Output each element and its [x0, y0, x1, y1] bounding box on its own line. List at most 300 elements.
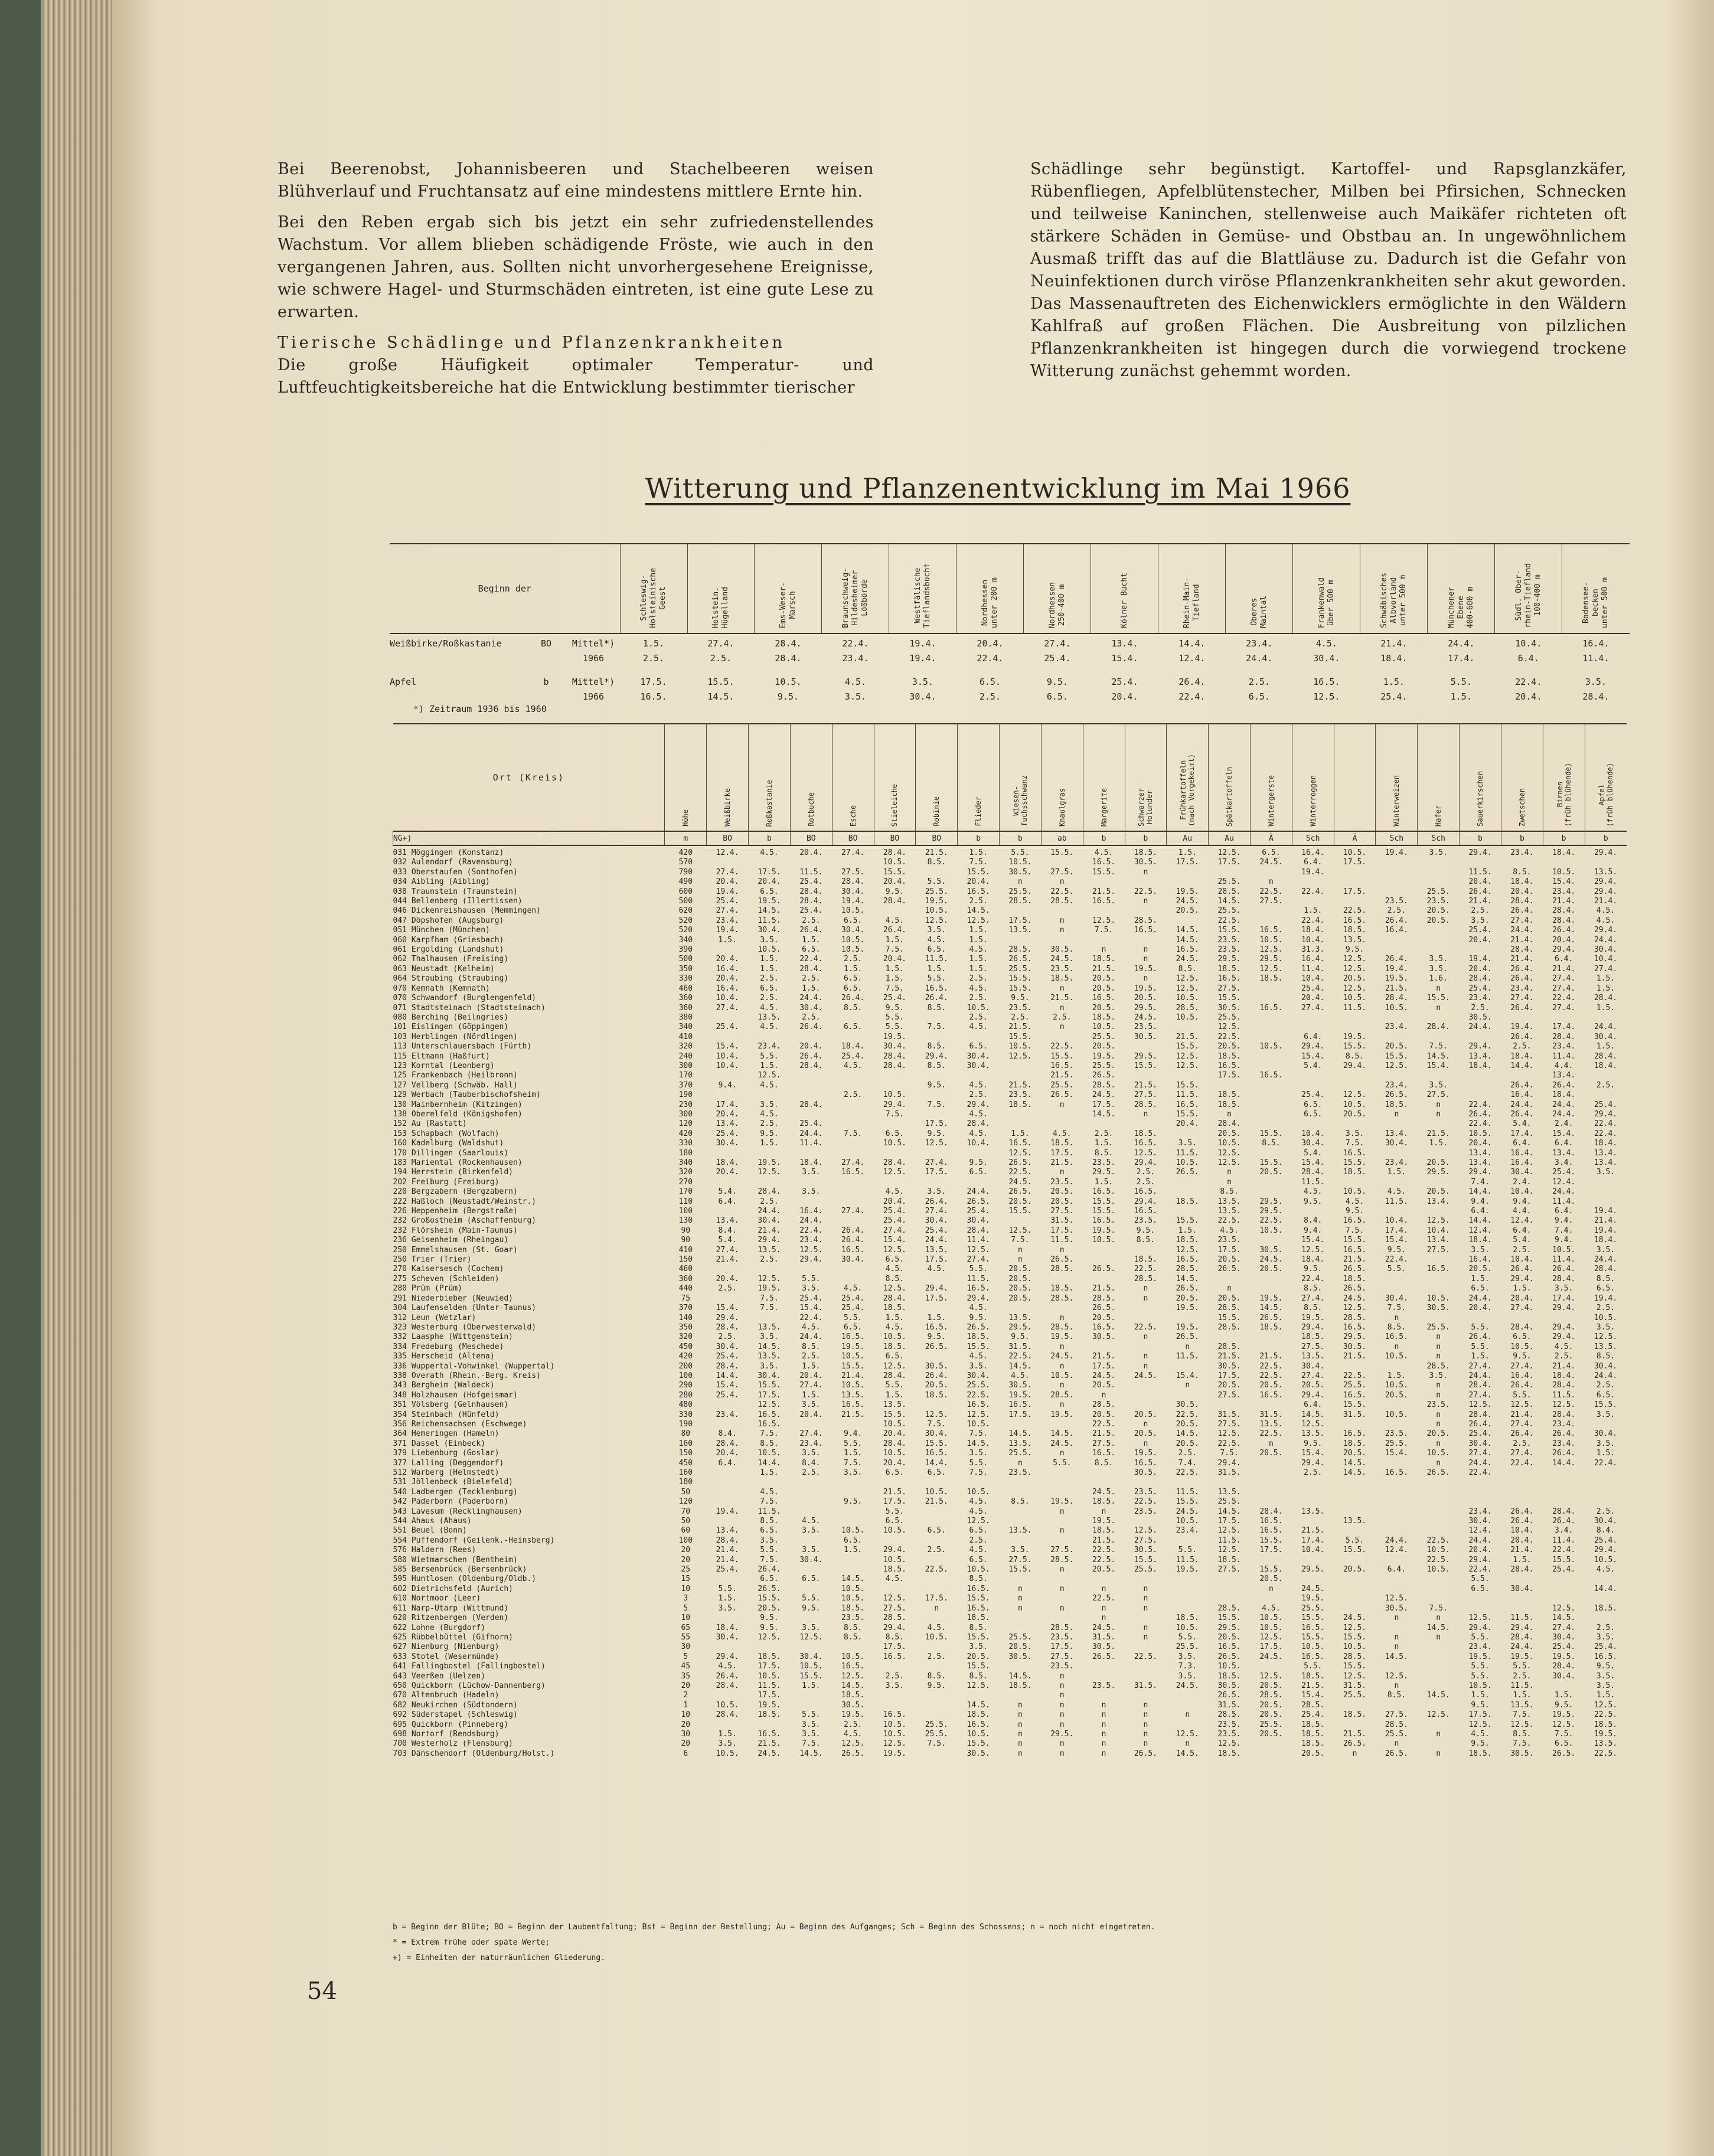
- station-value-cell: [1334, 1119, 1376, 1129]
- station-value-cell: [1501, 1478, 1543, 1487]
- station-value-cell: [1585, 1488, 1627, 1497]
- region-cell: 11.4.: [1582, 653, 1609, 664]
- station-value-cell: n: [1143, 1293, 1148, 1303]
- station-value-cell: 320: [678, 1168, 693, 1177]
- station-value-cell: 25.4.: [716, 1129, 739, 1138]
- station-value-cell: 27.4.: [925, 1207, 948, 1216]
- station-value-cell: 10.5.: [1259, 1623, 1283, 1632]
- station-value-cell: 10.5.: [1259, 1042, 1283, 1051]
- station-value-cell: [832, 1265, 874, 1274]
- station-value-cell: [874, 906, 916, 916]
- station-value-cell: [1543, 1497, 1585, 1507]
- region-cell: 30.4.: [909, 691, 936, 702]
- station-value-cell: 28.5.: [1217, 1342, 1241, 1351]
- station-name: Möggingen (Konstanz): [411, 848, 504, 857]
- station-value-cell: [1250, 1119, 1292, 1129]
- station-value-cell: 15.5.: [1008, 1565, 1032, 1574]
- station-value-cell: 20: [681, 1681, 691, 1690]
- ng-code: 113: [393, 1042, 407, 1051]
- station-value-cell: 2.5.: [885, 1671, 905, 1681]
- station-value-cell: [1041, 1110, 1083, 1119]
- station-value-cell: [1292, 1071, 1334, 1080]
- column-label: Margerite: [1099, 788, 1108, 827]
- station-value-cell: 16.5.: [1176, 1100, 1199, 1109]
- station-value-cell: [1543, 1013, 1585, 1023]
- station-value-cell: 16.5.: [1343, 1245, 1367, 1255]
- station-value-cell: 20.4.: [716, 877, 739, 887]
- station-value-cell: 6.5.: [802, 1574, 821, 1584]
- station-name-cell: [393, 1304, 665, 1313]
- region-column-header: [1562, 544, 1630, 633]
- station-value-cell: 28.5.: [1343, 1652, 1367, 1661]
- station-value-cell: [1460, 1033, 1501, 1042]
- station-value-cell: 1.5.: [843, 964, 863, 974]
- station-value-cell: n: [1101, 1507, 1106, 1516]
- station-value-cell: 23.5.: [1050, 1632, 1074, 1642]
- region-cell: b: [543, 677, 549, 687]
- station-value-cell: [1167, 1071, 1209, 1080]
- station-value-cell: 19.5.: [1134, 964, 1157, 974]
- station-value-cell: 4.5.: [1555, 1342, 1573, 1351]
- ng-code: 625: [393, 1632, 407, 1642]
- station-value-cell: [1418, 1255, 1460, 1265]
- station-value-cell: 10.5.: [1217, 1662, 1241, 1671]
- region-cell: 17.4.: [1448, 653, 1475, 664]
- station-value-cell: 30.4.: [1552, 1671, 1576, 1681]
- region-label: Holstein. Hügelland: [711, 586, 730, 628]
- station-value-cell: 20.5.: [1259, 1168, 1283, 1177]
- station-value-cell: 4.5.: [1220, 1226, 1239, 1235]
- station-value-cell: 27.4.: [716, 906, 739, 916]
- station-value-cell: 26.4.: [1552, 1080, 1576, 1090]
- region-cell: 19.4.: [909, 638, 936, 649]
- station-value-cell: 30.4.: [716, 1342, 739, 1351]
- station-value-cell: 28.5.: [1050, 897, 1074, 906]
- station-value-cell: 13.5.: [1510, 1700, 1534, 1710]
- station-value-cell: [832, 1071, 874, 1080]
- station-value-cell: [1167, 1023, 1209, 1032]
- station-value-cell: 14.4.: [1468, 1187, 1492, 1197]
- station-value-cell: 30.5.: [1134, 1468, 1157, 1477]
- station-value-cell: n: [1394, 1739, 1399, 1749]
- station-value-cell: [832, 1420, 874, 1429]
- station-value-cell: [1376, 936, 1418, 945]
- region-cell: 15.5.: [707, 677, 734, 687]
- station-value-cell: 19.4.: [1594, 1207, 1618, 1216]
- station-value-cell: n: [1268, 1439, 1274, 1448]
- station-value-cell: 25.5.: [1217, 1497, 1241, 1507]
- column-unit: b: [1000, 831, 1042, 845]
- station-value-cell: 18.5.: [883, 1304, 907, 1313]
- station-value-cell: 520: [678, 926, 693, 935]
- station-value-cell: 18.5.: [1134, 1255, 1157, 1265]
- station-name-cell: [393, 1255, 665, 1265]
- station-value-cell: 15.5.: [1217, 1613, 1241, 1623]
- station-value-cell: [1418, 1585, 1460, 1594]
- station-value-cell: 5.5.: [885, 1023, 905, 1032]
- station-value-cell: n: [1059, 1584, 1065, 1593]
- station-name-cell: [393, 1710, 665, 1720]
- station-name: Döpshofen (Augsburg): [411, 916, 504, 925]
- station-value-cell: 13.4.: [1552, 1148, 1576, 1158]
- station-value-cell: 28.5.: [1134, 1100, 1157, 1109]
- intro-left-column: [277, 158, 874, 407]
- station-value-cell: 24.5.: [1092, 1623, 1116, 1632]
- station-value-cell: 17.5.: [1050, 1226, 1074, 1235]
- station-value-cell: 27.4.: [716, 867, 739, 877]
- station-value-cell: 11.5.: [1217, 1536, 1241, 1545]
- region-cell: 18.4.: [1380, 653, 1408, 664]
- station-value-cell: 3.5.: [1596, 1322, 1615, 1332]
- region-cell: 15.4.: [1111, 653, 1138, 664]
- station-value-cell: 28.4.: [967, 1119, 990, 1129]
- station-value-cell: 30.4.: [1594, 945, 1618, 955]
- ng-code: 064: [393, 974, 407, 984]
- station-row: [393, 1236, 1627, 1245]
- station-body: [393, 845, 1627, 1759]
- station-value-cell: n: [1436, 1410, 1441, 1419]
- station-value-cell: 20.4.: [883, 1197, 907, 1206]
- station-value-cell: 18.4.: [1552, 848, 1576, 857]
- station-value-cell: 1.5.: [1471, 1691, 1490, 1700]
- station-name: Schwandorf (Burglengenfeld): [411, 994, 537, 1003]
- station-value-cell: [1250, 984, 1292, 994]
- station-value-cell: 14.5.: [841, 1681, 865, 1690]
- station-row: [393, 1013, 1627, 1023]
- station-value-cell: 17.5.: [1092, 1361, 1116, 1371]
- station-value-cell: 29.4.: [1552, 945, 1576, 955]
- station-name-cell: [393, 1052, 665, 1061]
- station-value-cell: 5.4.: [718, 1187, 737, 1197]
- station-value-cell: 9.5.: [1304, 1439, 1323, 1448]
- station-value-cell: [1167, 1391, 1209, 1400]
- station-value-cell: 22.5.: [1050, 1042, 1074, 1051]
- station-value-cell: 10.5.: [883, 1419, 907, 1429]
- station-value-cell: 10.5.: [1426, 1449, 1450, 1458]
- station-row: [393, 1633, 1627, 1642]
- station-value-cell: 25.5.: [1176, 1642, 1199, 1652]
- station-value-cell: 7.5.: [1220, 1449, 1239, 1458]
- station-row: [393, 1139, 1627, 1148]
- region-cell: 6.4.: [1517, 653, 1539, 664]
- station-value-cell: 23.5.: [1050, 964, 1074, 974]
- station-value-cell: n: [1143, 1729, 1148, 1739]
- station-value-cell: [1250, 1236, 1292, 1245]
- station-value-cell: 8.5.: [1220, 1187, 1239, 1197]
- station-value-cell: 20.4.: [1510, 1536, 1534, 1545]
- station-value-cell: 490: [678, 877, 693, 887]
- station-name: Flörsheim (Main-Taunus): [411, 1226, 518, 1235]
- station-value-cell: 25.5.: [1092, 1032, 1116, 1041]
- station-value-cell: 3.5.: [760, 1332, 779, 1342]
- station-value-cell: 21.4.: [1510, 955, 1534, 964]
- station-value-cell: 20.5.: [1008, 1265, 1032, 1274]
- station-value-cell: 16.5.: [967, 1603, 990, 1613]
- station-value-cell: 6.5.: [760, 1526, 779, 1536]
- station-value-cell: n: [1018, 1594, 1023, 1603]
- station-value-cell: 12.5.: [841, 1671, 865, 1681]
- station-value-cell: 13.5.: [1594, 1739, 1618, 1749]
- station-value-cell: [1376, 1507, 1418, 1517]
- station-value-cell: 16.5.: [883, 1710, 907, 1720]
- region-cell: 5.5.: [1450, 677, 1472, 687]
- station-value-cell: 28.5.: [1050, 1623, 1074, 1632]
- station-value-cell: 3.5.: [802, 1546, 821, 1555]
- station-row: [393, 1381, 1627, 1390]
- ng-code: 080: [393, 1012, 407, 1022]
- station-value-cell: 28.5.: [1050, 1265, 1074, 1274]
- station-value-cell: 22.5.: [1594, 1749, 1618, 1758]
- station-value-cell: n: [1059, 1565, 1065, 1574]
- station-value-cell: 17.5.: [1050, 1642, 1074, 1652]
- station-value-cell: 7.5.: [927, 1739, 946, 1749]
- station-value-cell: 14.5.: [799, 1749, 823, 1758]
- station-row: [393, 1526, 1627, 1536]
- station-name-cell: [393, 1332, 665, 1342]
- station-value-cell: 9.5.: [1471, 1700, 1490, 1710]
- ng-code: 611: [393, 1603, 407, 1613]
- region-cell: 20.4.: [1515, 691, 1542, 702]
- station-value-cell: 29.4.: [1343, 1061, 1367, 1070]
- station-value-cell: 12.5.: [1217, 1739, 1241, 1749]
- station-value-cell: 15.5.: [1176, 1497, 1199, 1507]
- station-value-cell: 1.5.: [718, 935, 737, 945]
- station-value-cell: 12.5.: [1217, 1546, 1241, 1555]
- station-value-cell: [1543, 1574, 1585, 1584]
- station-value-cell: 5.5.: [802, 1274, 821, 1283]
- station-value-cell: 2.5.: [969, 897, 988, 906]
- station-value-cell: 14.5.: [1092, 1109, 1116, 1119]
- column-unit: Ä: [1334, 831, 1376, 845]
- station-value-cell: 18.5.: [1468, 1749, 1492, 1758]
- station-value-cell: 18.5.: [1217, 1555, 1241, 1564]
- station-name-cell: [393, 1226, 665, 1236]
- station-value-cell: [1083, 936, 1125, 945]
- station-value-cell: n: [1059, 1749, 1065, 1758]
- station-name-cell: [393, 1691, 665, 1700]
- station-value-cell: 18.5.: [1301, 1739, 1325, 1749]
- column-unit: b: [1083, 831, 1125, 845]
- station-value-cell: 26.4.: [1510, 964, 1534, 974]
- station-row: [393, 1061, 1627, 1071]
- region-cell: 22.4.: [1515, 677, 1542, 687]
- region-body: [390, 633, 1630, 702]
- station-value-cell: [1250, 1556, 1292, 1565]
- station-value-cell: 9.4.: [843, 1429, 863, 1439]
- station-value-cell: [1250, 1081, 1292, 1090]
- station-value-cell: 500: [678, 897, 693, 906]
- station-value-cell: 7.5.: [760, 1293, 779, 1303]
- station-value-cell: 2.5.: [1596, 1381, 1615, 1390]
- station-value-cell: 29.5.: [1217, 1623, 1241, 1632]
- station-value-cell: [1000, 1613, 1042, 1623]
- station-value-cell: 19.5.: [883, 1749, 907, 1758]
- station-name-cell: [393, 1110, 665, 1119]
- station-value-cell: 19.5.: [758, 1700, 781, 1710]
- station-value-cell: 30: [681, 1642, 691, 1652]
- station-row: [393, 1507, 1627, 1517]
- station-value-cell: n: [1143, 1352, 1148, 1361]
- region-cell: [390, 649, 525, 664]
- station-value-cell: 18.5.: [1050, 1284, 1074, 1293]
- station-name: Fredeburg (Meschede): [411, 1342, 504, 1351]
- station-value-cell: 20.4.: [758, 877, 781, 887]
- region-label: Südl. Ober- rhein-Tiefland 100-400 m: [1514, 563, 1542, 628]
- station-value-cell: 13.5.: [1301, 1429, 1325, 1439]
- station-value-cell: [1167, 1178, 1209, 1187]
- station-value-cell: 22.5.: [1259, 1371, 1283, 1380]
- region-cell: 6.5.: [1046, 691, 1068, 702]
- station-value-cell: [1334, 1488, 1376, 1497]
- station-value-cell: 13.5.: [1217, 1487, 1241, 1497]
- station-value-cell: 7.5.: [885, 1109, 905, 1119]
- station-row: [393, 945, 1627, 955]
- column-label: Hafer: [1434, 805, 1443, 827]
- station-value-cell: 12.5.: [967, 916, 990, 925]
- station-value-cell: 19.5.: [925, 897, 948, 906]
- station-value-cell: 26.5.: [1426, 1468, 1450, 1477]
- station-row: [393, 1216, 1627, 1226]
- station-value-cell: 17.5.: [925, 1168, 948, 1177]
- station-value-cell: 23.5.: [1426, 897, 1450, 906]
- station-value-cell: 18.5.: [1008, 1100, 1032, 1109]
- station-value-cell: 12.5.: [1134, 1148, 1157, 1158]
- station-value-cell: 12.5.: [1468, 1400, 1492, 1410]
- station-value-cell: 17.5.: [1217, 1071, 1241, 1080]
- station-value-cell: 29.4.: [1594, 877, 1618, 887]
- station-value-cell: n: [1018, 1729, 1023, 1739]
- station-value-cell: 14.5.: [1176, 1429, 1199, 1439]
- station-row: [393, 1681, 1627, 1691]
- station-value-cell: [1334, 1556, 1376, 1565]
- station-value-cell: 24.4.: [1468, 1458, 1492, 1468]
- station-value-cell: 23.4.: [716, 1410, 739, 1419]
- station-value-cell: 26.5.: [1092, 1652, 1116, 1661]
- station-value-cell: 20.5.: [1217, 1293, 1241, 1303]
- station-value-cell: 5.5.: [760, 1546, 779, 1555]
- station-value-cell: 30.4.: [1510, 1584, 1534, 1593]
- station-value-cell: 26.4.: [1468, 1109, 1492, 1119]
- station-value-cell: 25.4.: [841, 1051, 865, 1061]
- station-value-cell: 20.5.: [1008, 1274, 1032, 1283]
- station-value-cell: [1334, 1420, 1376, 1429]
- station-value-cell: 6.5.: [1513, 1332, 1532, 1342]
- station-value-cell: 380: [678, 1012, 693, 1022]
- station-value-cell: 18.5.: [1217, 964, 1241, 974]
- station-value-cell: 11.5.: [925, 955, 948, 964]
- intro-paragraph: Schädlinge sehr begünstigt. Kartoffel- und Rapsglanzkäfer, Rübenfliegen, Apfelblütenstecher, Milben bei Pfirsichen, Schnecken und teilweise Kaninchen, stellenweise auch Maikäfer richteten oft stärkere Schäden in Gemüse- und Obstbau an. In ungewöhnlichem Ausmaß trifft das auf die Blattläuse zu. Dadurch ist die Gefahr von Neuinfektionen durch viröse Pflanzenkrankheiten sehr akut geworden. Das Massenauftreten des Eichenwicklers ermöglichte in den Wäldern Kahlfraß auf großen Flächen. Die Ausbreitung von pilzlichen Pflanzenkrankheiten ist hingegen durch die vorwiegend trockene Witterung zunächst gehemmt worden.: [1030, 160, 1627, 380]
- station-value-cell: n: [1018, 1255, 1023, 1265]
- station-value-cell: [790, 1420, 832, 1429]
- station-row: [393, 1497, 1627, 1507]
- station-value-cell: 28.5.: [1176, 1003, 1199, 1012]
- station-value-cell: 25.5.: [1343, 1691, 1367, 1700]
- station-value-cell: 12.5.: [883, 1245, 907, 1255]
- station-name: Berching (Beilngries): [411, 1012, 509, 1022]
- station-value-cell: [1334, 877, 1376, 887]
- region-cell: 22.4.: [1178, 691, 1206, 702]
- station-value-cell: 9.5.: [802, 1603, 821, 1613]
- station-value-cell: 19.5.: [1050, 1497, 1074, 1507]
- station-value-cell: 570: [678, 858, 693, 867]
- region-cell: 1966: [582, 691, 605, 702]
- station-value-cell: 5: [683, 1603, 688, 1613]
- region-cell: 3.5.: [912, 677, 933, 687]
- station-value-cell: 10.5.: [883, 1139, 907, 1148]
- station-value-cell: [1250, 1061, 1292, 1071]
- station-value-cell: 9.5.: [969, 1158, 988, 1167]
- station-value-cell: 2.5.: [843, 1090, 863, 1100]
- station-value-cell: n: [934, 1603, 939, 1613]
- station-value-cell: 16.5.: [1343, 1148, 1367, 1158]
- station-name: Oberstaufen (Sonthofen): [411, 867, 518, 877]
- station-value-cell: 460: [678, 1265, 693, 1274]
- station-value-cell: [874, 1691, 916, 1700]
- station-value-cell: 9.5.: [1513, 1352, 1532, 1361]
- station-value-cell: 4.5.: [969, 1304, 988, 1313]
- station-row: [393, 994, 1627, 1003]
- station-value-cell: [1543, 1468, 1585, 1478]
- station-value-cell: 16.5.: [1343, 1390, 1367, 1400]
- station-value-cell: [790, 1613, 832, 1623]
- station-value-cell: 30.4.: [841, 926, 865, 935]
- station-value-cell: [1376, 887, 1418, 897]
- station-value-cell: 25.4.: [841, 1293, 865, 1303]
- region-column-header: [956, 544, 1024, 633]
- station-value-cell: 17.5.: [1217, 1371, 1241, 1380]
- station-value-cell: 24.5.: [1092, 1090, 1116, 1100]
- station-value-cell: [916, 1710, 958, 1720]
- column-label: Roßkastanie: [765, 779, 773, 827]
- station-value-cell: 22.5.: [1050, 887, 1074, 896]
- station-value-cell: 3.5.: [1178, 1671, 1197, 1681]
- station-value-cell: 21.4.: [1510, 1410, 1534, 1419]
- station-value-cell: 16.5.: [1343, 916, 1367, 925]
- page-number: 54: [307, 1978, 337, 2005]
- station-value-cell: 17.5.: [1259, 1546, 1283, 1555]
- station-value-cell: 15.5.: [1259, 1158, 1283, 1167]
- station-value-cell: 7.5.: [760, 1555, 779, 1564]
- station-value-cell: 21.5.: [1008, 1023, 1032, 1032]
- station-value-cell: 25.4.: [1468, 1429, 1492, 1439]
- station-value-cell: n: [1101, 1390, 1106, 1400]
- station-value-cell: 25.4.: [925, 1226, 948, 1235]
- station-value-cell: 20.5.: [1217, 1129, 1241, 1138]
- region-cell: 28.4.: [775, 653, 802, 664]
- station-value-cell: [1250, 1149, 1292, 1158]
- station-value-cell: 5.4.: [1304, 1061, 1323, 1070]
- station-value-cell: 15.4.: [1385, 1236, 1408, 1245]
- station-value-cell: 6.5.: [843, 974, 863, 984]
- station-value-cell: 18.5.: [1050, 974, 1074, 984]
- station-value-cell: 4.5.: [927, 935, 946, 945]
- station-value-cell: 3.4.: [1555, 1158, 1573, 1167]
- station-value-cell: [874, 1478, 916, 1487]
- station-value-cell: 16.5.: [1134, 1458, 1157, 1468]
- station-value-cell: 21.4.: [1468, 897, 1492, 906]
- station-value-cell: [874, 1536, 916, 1546]
- station-value-cell: 17.4.: [1510, 1129, 1534, 1138]
- region-cell: 26.4.: [1178, 677, 1206, 687]
- station-value-cell: 25.4.: [1552, 1168, 1576, 1177]
- station-row: [393, 1100, 1627, 1110]
- station-value-cell: n: [1018, 1603, 1023, 1613]
- station-name: Au (Rastatt): [411, 1119, 467, 1129]
- station-value-cell: [874, 1071, 916, 1080]
- station-value-cell: [707, 1207, 749, 1216]
- station-row: [393, 936, 1627, 945]
- station-value-cell: 25.4.: [1594, 1642, 1618, 1652]
